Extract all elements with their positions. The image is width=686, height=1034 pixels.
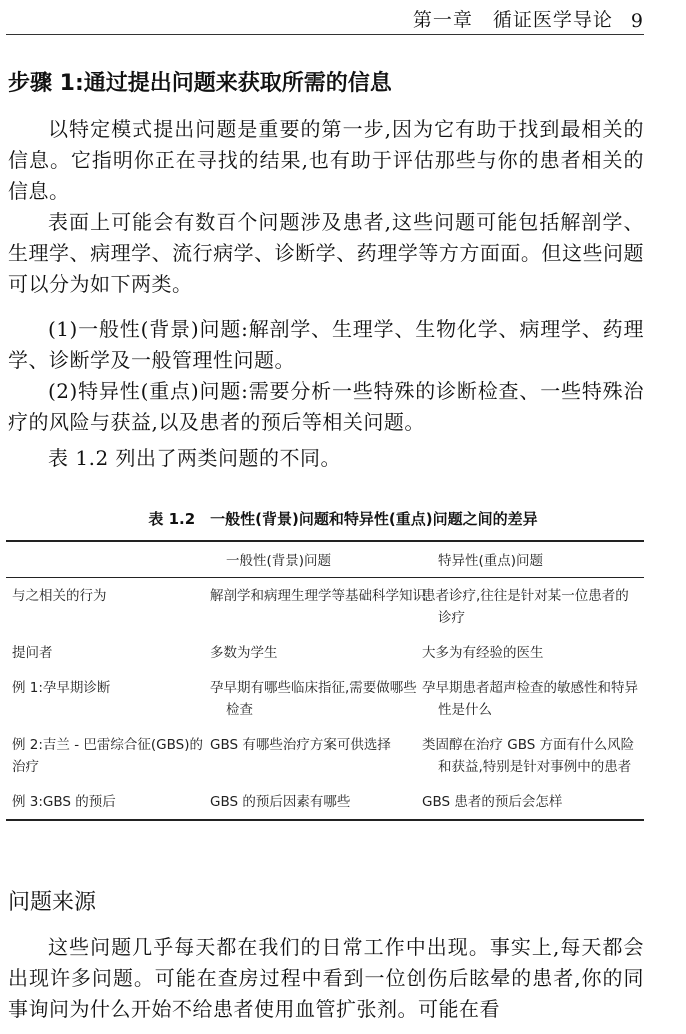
table-header-row: [6, 541, 644, 578]
table-row: [6, 727, 644, 784]
comparison-table: [6, 540, 644, 821]
row-label: 提问者: [12, 645, 53, 661]
paragraph-question-sources: 这些问题几乎每天都在我们的日常工作中出现。事实上,每天都会出现许多问题。可能在查房过程中看到一位创伤后眩晕的患者,你的同事询问为什么开始不给患者使用血管扩张剂。可能在看: [8, 935, 644, 1021]
row-label: 与之相关的行为: [12, 588, 107, 604]
general-cell: 多数为学生: [210, 645, 278, 661]
paragraph-table-reference: 表 1.2 列出了两类问题的不同。: [48, 446, 342, 470]
table-row: [6, 670, 644, 727]
specific-cell: 大多为有经验的医生: [422, 645, 544, 661]
header-cell: [6, 541, 220, 578]
row-label: 例 2:吉兰 - 巴雷综合征(GBS)的治疗: [12, 737, 203, 775]
specific-cell: 患者诊疗,往往是针对某一位患者的诊疗: [422, 588, 629, 626]
general-cell: 孕早期有哪些临床指征,需要做哪些检查: [210, 680, 417, 718]
table-caption: 表 1.2 一般性(背景)问题和特异性(重点)问题之间的差异: [148, 510, 538, 528]
table-row: [6, 784, 644, 820]
specific-cell: 孕早期患者超声检查的敏感性和特异性是什么: [422, 680, 638, 718]
paragraph-general-questions: (1)一般性(背景)问题:解剖学、生理学、生物化学、病理学、药理学、诊断学及一般管理性问题。: [8, 317, 644, 372]
general-cell: 解剖学和病理生理学等基础科学知识: [210, 588, 426, 604]
page-number: 9: [630, 10, 644, 32]
specific-cell: GBS 患者的预后会怎样: [432, 784, 644, 820]
paragraph-intro: 以特定模式提出问题是重要的第一步,因为它有助于找到最相关的信息。它指明你正在寻找的结果,也有助于评估那些与你的患者相关的信息。: [8, 117, 644, 203]
specific-cell: 类固醇在治疗 GBS 方面有什么风险和获益,特别是针对事例中的患者: [422, 737, 635, 775]
section-heading: 问题来源: [8, 890, 97, 915]
general-cell: GBS 有哪些治疗方案可供选择: [210, 737, 391, 753]
paragraph-specific-questions: (2)特异性(重点)问题:需要分析一些特殊的诊断检查、一些特殊治疗的风险与获益,以及患者的预后等相关问题。: [8, 379, 644, 434]
header-cell: 一般性(背景)问题: [220, 541, 432, 578]
row-label: 例 1:孕早期诊断: [12, 680, 111, 696]
table-row: [6, 635, 644, 670]
paragraph-question-types: 表面上可能会有数百个问题涉及患者,这些问题可能包括解剖学、生理学、病理学、流行病学、诊断学、药理学等方方面面。但这些问题可以分为如下两类。: [8, 210, 644, 296]
row-label: 例 3:GBS 的预后: [6, 784, 220, 820]
step-heading: 步骤 1:通过提出问题来获取所需的信息: [8, 71, 392, 96]
general-cell: GBS 的预后因素有哪些: [220, 784, 432, 820]
header-cell: 特异性(重点)问题: [432, 541, 644, 578]
table-row: [6, 578, 644, 636]
running-head: [6, 6, 644, 35]
chapter-title: 第一章 循证医学导论: [412, 9, 613, 31]
